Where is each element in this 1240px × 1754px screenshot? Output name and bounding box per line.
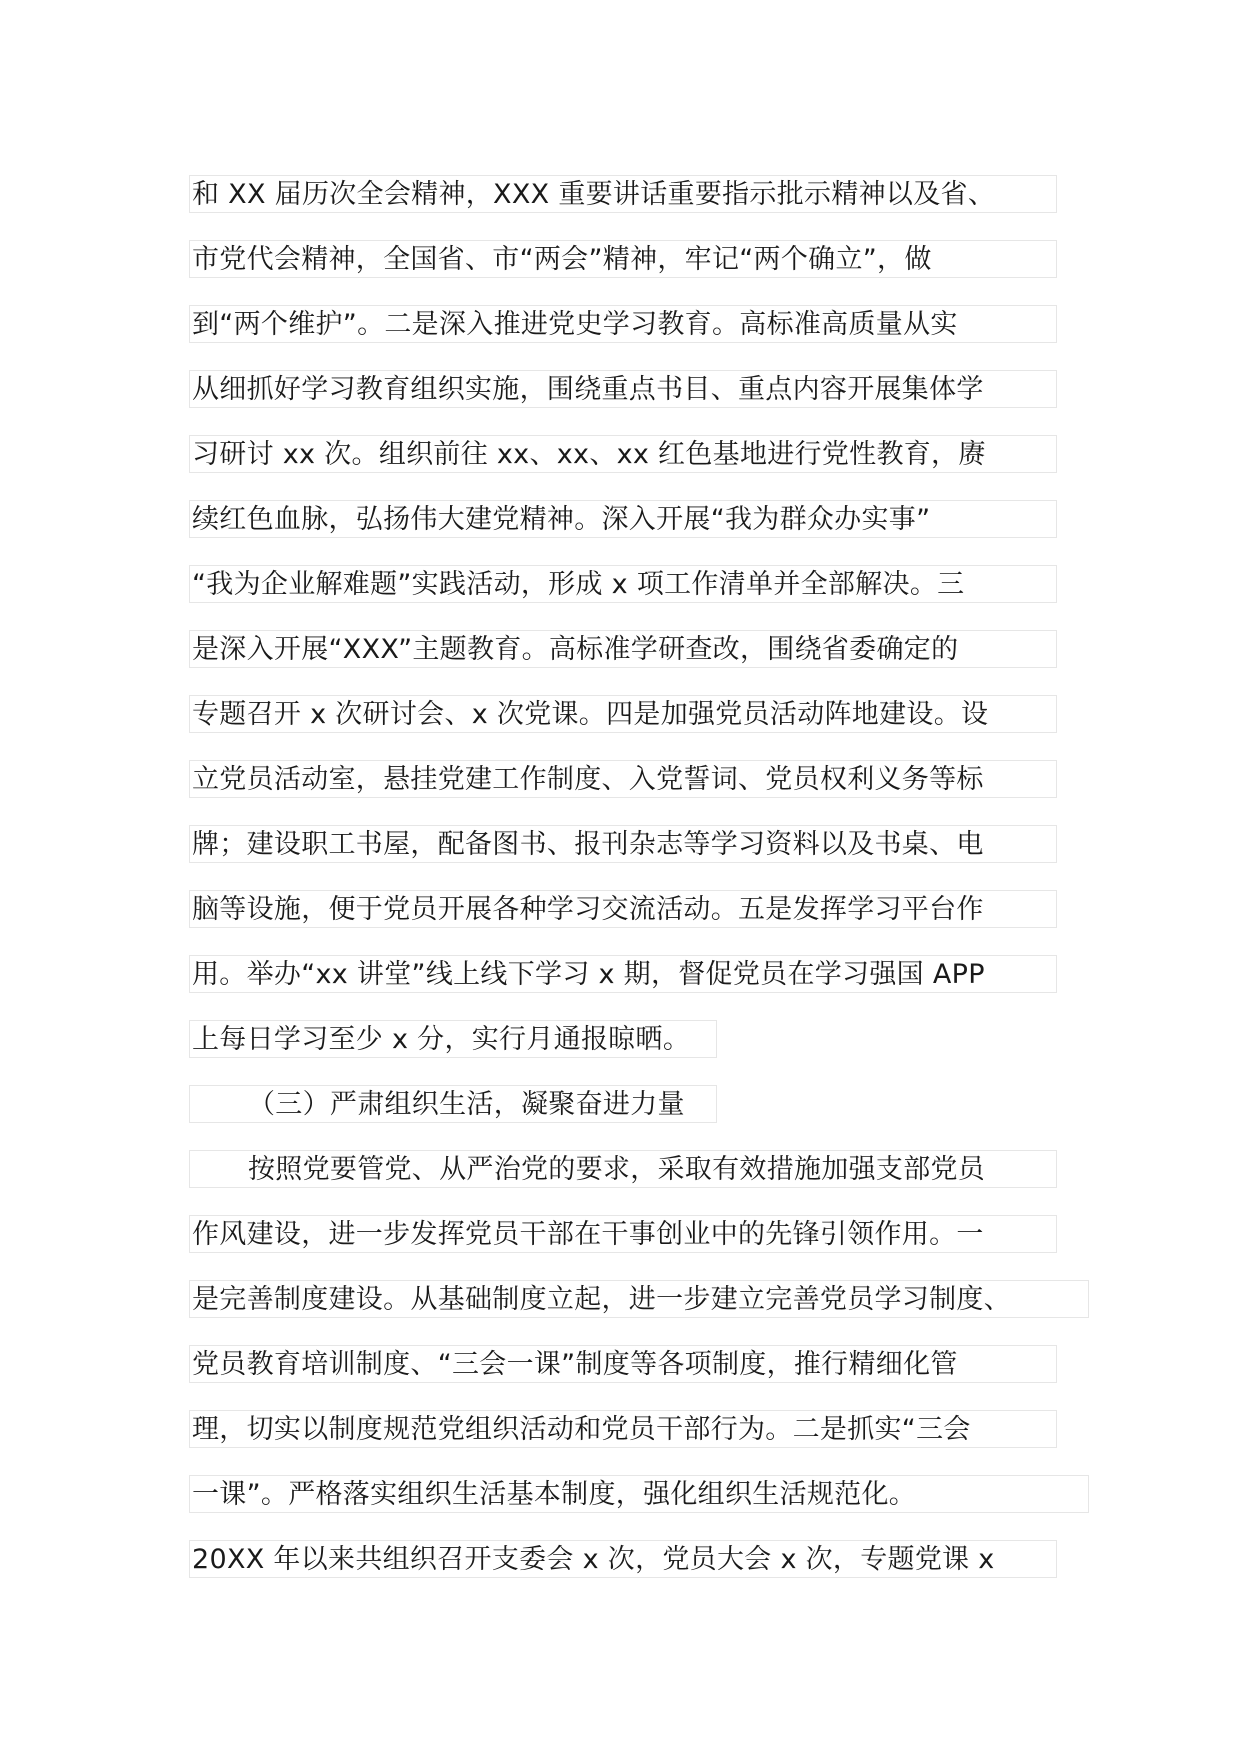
text-line: 一课”。严格落实组织生活基本制度，强化组织生活规范化。 <box>189 1475 1089 1513</box>
text-line: 作风建设，进一步发挥党员干部在干事创业中的先锋引领作用。一 <box>189 1215 1057 1253</box>
text-line: 党员教育培训制度、“三会一课”制度等各项制度，推行精细化管 <box>189 1345 1057 1383</box>
text-line: “我为企业解难题”实践活动，形成 x 项工作清单并全部解决。三 <box>189 565 1057 603</box>
text-line: 专题召开 x 次研讨会、x 次党课。四是加强党员活动阵地建设。设 <box>189 695 1057 733</box>
text-line: 理，切实以制度规范党组织活动和党员干部行为。二是抓实“三会 <box>189 1410 1057 1448</box>
text-line: 从细抓好学习教育组织实施，围绕重点书目、重点内容开展集体学 <box>189 370 1057 408</box>
text-line: 20XX 年以来共组织召开支委会 x 次，党员大会 x 次，专题党课 x <box>189 1540 1057 1578</box>
section-heading: （三）严肃组织生活，凝聚奋进力量 <box>189 1085 717 1123</box>
text-line: 用。举办“xx 讲堂”线上线下学习 x 期，督促党员在学习强国 APP <box>189 955 1057 993</box>
text-line: 和 XX 届历次全会精神，XXX 重要讲话重要指示批示精神以及省、 <box>189 175 1057 213</box>
text-line: 是深入开展“XXX”主题教育。高标准学研查改，围绕省委确定的 <box>189 630 1057 668</box>
text-line: 习研讨 xx 次。组织前往 xx、xx、xx 红色基地进行党性教育，赓 <box>189 435 1057 473</box>
text-line: 到“两个维护”。二是深入推进党史学习教育。高标准高质量从实 <box>189 305 1057 343</box>
text-line: 上每日学习至少 x 分，实行月通报晾晒。 <box>189 1020 717 1058</box>
text-line: 脑等设施，便于党员开展各种学习交流活动。五是发挥学习平台作 <box>189 890 1057 928</box>
text-line: 续红色血脉，弘扬伟大建党精神。深入开展“我为群众办实事” <box>189 500 1057 538</box>
text-line: 立党员活动室，悬挂党建工作制度、入党誓词、党员权利义务等标 <box>189 760 1057 798</box>
text-line: 牌；建设职工书屋，配备图书、报刊杂志等学习资料以及书桌、电 <box>189 825 1057 863</box>
text-line: 是完善制度建设。从基础制度立起，进一步建立完善党员学习制度、 <box>189 1280 1089 1318</box>
text-line: 按照党要管党、从严治党的要求，采取有效措施加强支部党员 <box>189 1150 1057 1188</box>
text-line: 市党代会精神，全国省、市“两会”精神，牢记“两个确立”，做 <box>189 240 1057 278</box>
